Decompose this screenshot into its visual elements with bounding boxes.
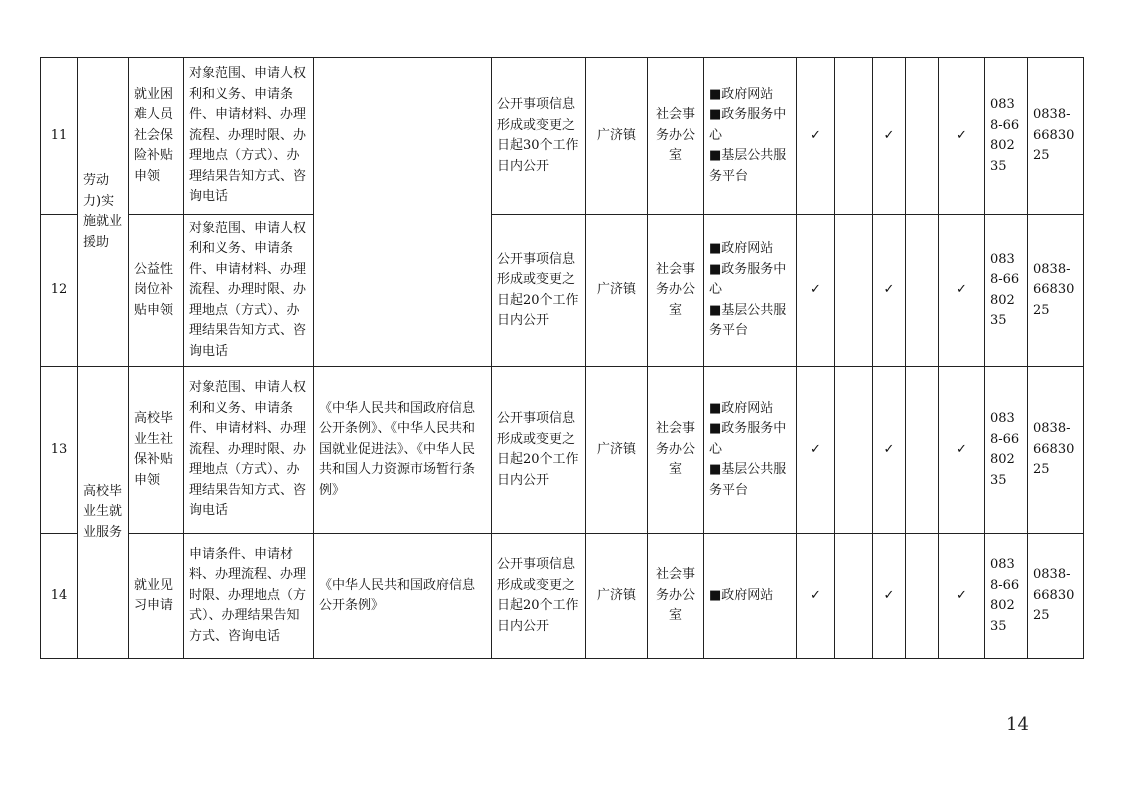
time-cell: 公开事项信息形成或变更之日起30个工作日内公开 [492, 58, 586, 215]
channel-cell [704, 534, 797, 659]
channel-item: ■政务服务中心 [709, 421, 787, 457]
check-mark [835, 215, 873, 367]
phone-cell-2: 0838-6683025 [1028, 215, 1084, 367]
subject-cell: 广济镇 [586, 58, 648, 215]
basis-cell: 《中华人民共和国政府信息公开条例》、《中华人民共和国就业促进法》、《中华人民共和国人力资源市场暂行条例》 [314, 367, 492, 534]
time-cell: 公开事项信息形成或变更之日起20个工作日内公开 [492, 215, 586, 367]
check-mark [906, 534, 939, 659]
content-cell: 对象范围、申请人权利和义务、申请条件、申请材料、办理流程、办理时限、办理地点（方式）、办理结果告知方式、咨询电话 [184, 215, 314, 367]
row-number: 11 [41, 58, 78, 215]
phone-cell: 0838-6680235 [985, 215, 1028, 367]
channel-item: ■基层公共服务平台 [709, 302, 787, 339]
check-mark: ✓ [873, 534, 906, 659]
check-mark: ✓ [873, 215, 906, 367]
check-mark: ✓ [797, 58, 835, 215]
time-cell: 公开事项信息形成或变更之日起20个工作日内公开 [492, 534, 586, 659]
channel-item: ■政务服务中心 [709, 261, 787, 298]
disclosure-table [40, 57, 1084, 659]
content-cell: 对象范围、申请人权利和义务、申请条件、申请材料、办理流程、办理时限、办理地点（方式）、办理结果告知方式、咨询电话 [184, 367, 314, 534]
table-row [41, 215, 1084, 367]
check-mark: ✓ [797, 215, 835, 367]
check-mark [906, 58, 939, 215]
channel-item: ■政府网站 [709, 241, 774, 257]
dept-cell: 社会事务办公室 [648, 215, 704, 367]
content-cell: 申请条件、申请材料、办理流程、办理时限、办理地点（方式）、办理结果告知方式、咨询电话 [184, 534, 314, 659]
basis-cell [314, 58, 492, 367]
page-number: 14 [1006, 714, 1029, 735]
check-mark: ✓ [939, 215, 985, 367]
check-mark: ✓ [939, 367, 985, 534]
channel-item: ■基层公共服务平台 [709, 148, 787, 184]
item-name: 高校毕业生社保补贴申领 [129, 367, 184, 534]
check-mark: ✓ [873, 367, 906, 534]
phone-cell-2: 0838-6683025 [1028, 367, 1084, 534]
channel-item: ■政府网站 [709, 587, 774, 603]
check-mark: ✓ [939, 58, 985, 215]
dept-cell: 社会事务办公室 [648, 534, 704, 659]
phone-cell: 0838-6680235 [985, 534, 1028, 659]
check-mark [835, 367, 873, 534]
phone-cell-2: 0838-6683025 [1028, 534, 1084, 659]
category-cell: 劳动力)实施就业援助 [78, 58, 129, 367]
check-mark [835, 534, 873, 659]
channel-cell [704, 58, 797, 215]
check-mark [906, 367, 939, 534]
check-mark [906, 215, 939, 367]
row-number: 12 [41, 215, 78, 367]
table-row [41, 58, 1084, 215]
channel-item: ■政府网站 [709, 400, 774, 416]
row-number: 13 [41, 367, 78, 534]
subject-cell: 广济镇 [586, 534, 648, 659]
check-mark: ✓ [939, 534, 985, 659]
check-mark [835, 58, 873, 215]
content-cell: 对象范围、申请人权利和义务、申请条件、申请材料、办理流程、办理时限、办理地点（方式）、办理结果告知方式、咨询电话 [184, 58, 314, 215]
subject-cell: 广济镇 [586, 367, 648, 534]
table-row [41, 534, 1084, 659]
channel-item: ■政府网站 [709, 86, 774, 102]
phone-cell: 0838-6680235 [985, 367, 1028, 534]
time-cell: 公开事项信息形成或变更之日起20个工作日内公开 [492, 367, 586, 534]
table-row [41, 367, 1084, 534]
item-name: 公益性岗位补贴申领 [129, 215, 184, 367]
dept-cell: 社会事务办公室 [648, 367, 704, 534]
category-cell: 高校毕业生就业服务 [78, 367, 129, 659]
item-name: 就业见习申请 [129, 534, 184, 659]
check-mark: ✓ [873, 58, 906, 215]
channel-item: ■基层公共服务平台 [709, 462, 787, 498]
channel-item: ■政务服务中心 [709, 107, 787, 143]
check-mark: ✓ [797, 534, 835, 659]
subject-cell: 广济镇 [586, 215, 648, 367]
row-number: 14 [41, 534, 78, 659]
phone-cell: 0838-6680235 [985, 58, 1028, 215]
item-name: 就业困难人员社会保险补贴申领 [129, 58, 184, 215]
channel-cell [704, 367, 797, 534]
channel-cell [704, 215, 797, 367]
check-mark: ✓ [797, 367, 835, 534]
phone-cell-2: 0838-6683025 [1028, 58, 1084, 215]
dept-cell: 社会事务办公室 [648, 58, 704, 215]
basis-cell: 《中华人民共和国政府信息公开条例》 [314, 534, 492, 659]
